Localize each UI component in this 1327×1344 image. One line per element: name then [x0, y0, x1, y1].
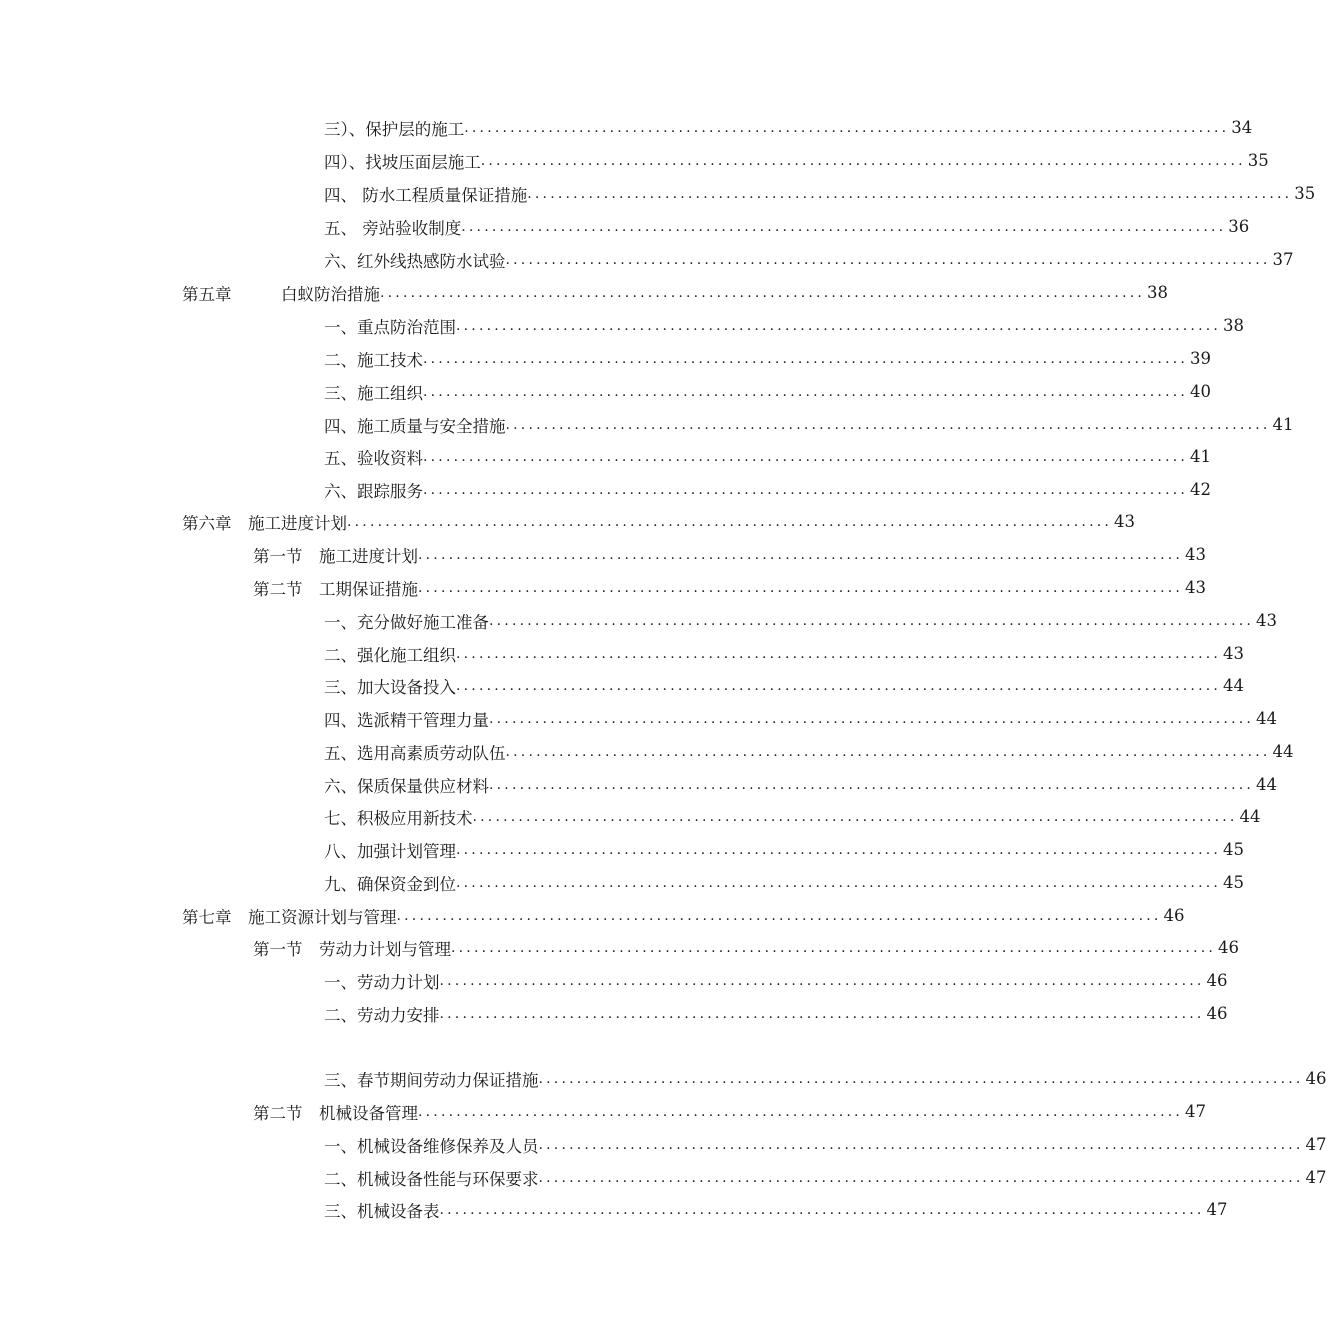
- dot-leader: ....................................................................................................: [527, 185, 1293, 202]
- toc-entry[interactable]: [324, 800, 1261, 833]
- toc-chapter-entry[interactable]: [182, 899, 1185, 932]
- toc-entry[interactable]: [324, 375, 1212, 408]
- dot-leader: ....................................................................................................: [538, 1169, 1304, 1186]
- toc-section-entry[interactable]: [253, 571, 1207, 604]
- toc-entry-title: 第七章 施工资源计划与管理: [182, 907, 397, 927]
- toc-entry-title: 一、充分做好施工准备: [324, 612, 489, 632]
- toc-chapter-entry[interactable]: [182, 505, 1136, 538]
- toc-page-number: 45: [1223, 840, 1245, 859]
- toc-entry-title: 三、加大设备投入: [324, 677, 456, 697]
- toc-page-number: 38: [1147, 283, 1169, 302]
- toc-entry[interactable]: [324, 144, 1269, 177]
- toc-entry[interactable]: [324, 111, 1253, 144]
- dot-leader: ....................................................................................................: [423, 448, 1189, 465]
- dot-leader: ....................................................................................................: [380, 284, 1146, 301]
- toc-entry-title: 第一节 施工进度计划: [253, 546, 418, 566]
- toc-page-number: 43: [1185, 578, 1207, 597]
- toc-entry-title: 一、机械设备维修保养及人员: [324, 1136, 539, 1156]
- toc-entry-title: 第二节 机械设备管理: [253, 1103, 418, 1123]
- toc-entry[interactable]: [324, 604, 1278, 637]
- toc-page-number: 34: [1231, 118, 1253, 137]
- dot-leader: ....................................................................................................: [396, 907, 1162, 924]
- dot-leader: ....................................................................................................: [456, 841, 1222, 858]
- toc-entry[interactable]: [324, 342, 1212, 375]
- toc-entry-title: 三）、保护层的施工: [324, 119, 465, 139]
- toc-page-number: 45: [1223, 873, 1245, 892]
- toc-entry[interactable]: [324, 866, 1245, 899]
- toc-page-number: 46: [1206, 971, 1228, 990]
- toc-entry[interactable]: [324, 637, 1245, 670]
- toc-entry[interactable]: [324, 210, 1250, 243]
- toc-entry-title: 二、强化施工组织: [324, 645, 456, 665]
- toc-entry[interactable]: [324, 735, 1294, 768]
- dot-leader: ....................................................................................................: [439, 1201, 1205, 1218]
- toc-section-entry[interactable]: [253, 931, 1240, 964]
- toc-entry-title: 第六章 施工进度计划: [182, 513, 347, 533]
- toc-entry[interactable]: [324, 1161, 1327, 1194]
- toc-entry-title: 二、施工技术: [324, 350, 423, 370]
- toc-page-number: 39: [1190, 349, 1212, 368]
- toc-entry-title: 第一节 劳动力计划与管理: [253, 939, 451, 959]
- toc-entry-title: 第二节 工期保证措施: [253, 579, 418, 599]
- toc-page-number: 47: [1305, 1135, 1327, 1154]
- dot-leader: ....................................................................................................: [456, 874, 1222, 891]
- dot-leader: ....................................................................................................: [439, 1005, 1205, 1022]
- toc-entry[interactable]: [324, 1062, 1327, 1095]
- dot-leader: ....................................................................................................: [418, 546, 1184, 563]
- toc-entry[interactable]: [324, 1193, 1228, 1226]
- dot-leader: ....................................................................................................: [505, 743, 1271, 760]
- toc-entry-title: 五、选用高素质劳动队伍: [324, 743, 506, 763]
- dot-leader: ....................................................................................................: [489, 776, 1255, 793]
- toc-page-number: 43: [1223, 644, 1245, 663]
- toc-entry-title: 四）、找坡压面层施工: [324, 152, 481, 172]
- toc-entry-title: 二、劳动力安排: [324, 1005, 440, 1025]
- dot-leader: ....................................................................................................: [423, 481, 1189, 498]
- toc-entry[interactable]: [324, 669, 1245, 702]
- dot-leader: ....................................................................................................: [505, 416, 1271, 433]
- dot-leader: ....................................................................................................: [472, 808, 1238, 825]
- toc-page-number: 43: [1185, 545, 1207, 564]
- toc-page-number: 46: [1305, 1069, 1327, 1088]
- toc-entry-title: 九、确保资金到位: [324, 874, 456, 894]
- toc-entry[interactable]: [324, 833, 1245, 866]
- toc-entry-title: 四、施工质量与安全措施: [324, 416, 506, 436]
- toc-page-number: 46: [1163, 906, 1185, 925]
- dot-leader: ....................................................................................................: [489, 710, 1255, 727]
- toc-entry-title: 第五章 白蚁防治措施: [182, 284, 380, 304]
- dot-leader: ....................................................................................................: [456, 645, 1222, 662]
- toc-entry-title: 五、 旁站验收制度: [324, 218, 462, 238]
- toc-entry[interactable]: [324, 177, 1316, 210]
- toc-entry-title: 六、红外线热感防水试验: [324, 251, 506, 271]
- toc-entry-title: 八、加强计划管理: [324, 841, 456, 861]
- toc-entry[interactable]: [324, 702, 1278, 735]
- toc-entry-title: 三、机械设备表: [324, 1201, 440, 1221]
- toc-entry-title: 六、保质保量供应材料: [324, 776, 489, 796]
- toc-page-number: 46: [1218, 938, 1240, 957]
- toc-section-entry[interactable]: [253, 538, 1207, 571]
- toc-page-number: 46: [1206, 1004, 1228, 1023]
- toc-page-number: 41: [1272, 415, 1294, 434]
- toc-page-number: 43: [1256, 611, 1278, 630]
- toc-page-number: 44: [1272, 742, 1294, 761]
- toc-entry-title: 五、验收资料: [324, 448, 423, 468]
- toc-entry[interactable]: [324, 440, 1212, 473]
- dot-leader: ....................................................................................................: [456, 317, 1222, 334]
- toc-page-number: 47: [1185, 1102, 1207, 1121]
- toc-entry-title: 四、 防水工程质量保证措施: [324, 185, 528, 205]
- toc-page-number: 40: [1190, 382, 1212, 401]
- toc-entry[interactable]: [324, 473, 1212, 506]
- dot-leader: ....................................................................................................: [418, 1103, 1184, 1120]
- toc-entry[interactable]: [324, 768, 1278, 801]
- toc-page-number: 37: [1272, 250, 1294, 269]
- dot-leader: ....................................................................................................: [480, 152, 1246, 169]
- toc-entry-title: 三、春节期间劳动力保证措施: [324, 1070, 539, 1090]
- toc-page-number: 44: [1239, 807, 1261, 826]
- dot-leader: ....................................................................................................: [489, 612, 1255, 629]
- toc-entry-title: 六、跟踪服务: [324, 481, 423, 501]
- toc-page-number: 38: [1223, 316, 1245, 335]
- toc-section-entry[interactable]: [253, 1095, 1207, 1128]
- dot-leader: ....................................................................................................: [461, 218, 1227, 235]
- dot-leader: ....................................................................................................: [505, 251, 1271, 268]
- dot-leader: ....................................................................................................: [439, 972, 1205, 989]
- dot-leader: ....................................................................................................: [451, 939, 1217, 956]
- dot-leader: ....................................................................................................: [418, 579, 1184, 596]
- toc-entry[interactable]: [324, 997, 1228, 1030]
- toc-chapter-entry[interactable]: [182, 276, 1169, 309]
- toc-entry-title: 七、积极应用新技术: [324, 808, 473, 828]
- toc-entry-title: 二、机械设备性能与环保要求: [324, 1169, 539, 1189]
- dot-leader: ....................................................................................................: [464, 119, 1230, 136]
- dot-leader: ....................................................................................................: [423, 383, 1189, 400]
- toc-entry[interactable]: [324, 964, 1228, 997]
- toc-page-number: 44: [1223, 676, 1245, 695]
- toc-page-number: 43: [1114, 512, 1136, 531]
- toc-page-number: 44: [1256, 709, 1278, 728]
- dot-leader: ....................................................................................................: [538, 1070, 1304, 1087]
- toc-page-number: 44: [1256, 775, 1278, 794]
- dot-leader: ....................................................................................................: [538, 1136, 1304, 1153]
- toc-page-number: 42: [1190, 480, 1212, 499]
- toc-entry[interactable]: [324, 243, 1294, 276]
- toc-entry-title: 四、选派精干管理力量: [324, 710, 489, 730]
- dot-leader: ....................................................................................................: [423, 350, 1189, 367]
- toc-entry[interactable]: [324, 309, 1245, 342]
- toc-page-number: 41: [1190, 447, 1212, 466]
- toc-page-number: 47: [1206, 1200, 1228, 1219]
- dot-leader: ....................................................................................................: [347, 513, 1113, 530]
- toc-page-number: 47: [1305, 1168, 1327, 1187]
- toc-entry-title: 一、劳动力计划: [324, 972, 440, 992]
- toc-entry[interactable]: [324, 1128, 1327, 1161]
- toc-page-number: 35: [1247, 151, 1269, 170]
- toc-entry-title: 三、施工组织: [324, 383, 423, 403]
- dot-leader: ....................................................................................................: [456, 677, 1222, 694]
- toc-entry[interactable]: [324, 408, 1294, 441]
- toc-entry-title: 一、重点防治范围: [324, 317, 456, 337]
- toc-page-number: 35: [1294, 184, 1316, 203]
- toc-page-number: 36: [1228, 217, 1250, 236]
